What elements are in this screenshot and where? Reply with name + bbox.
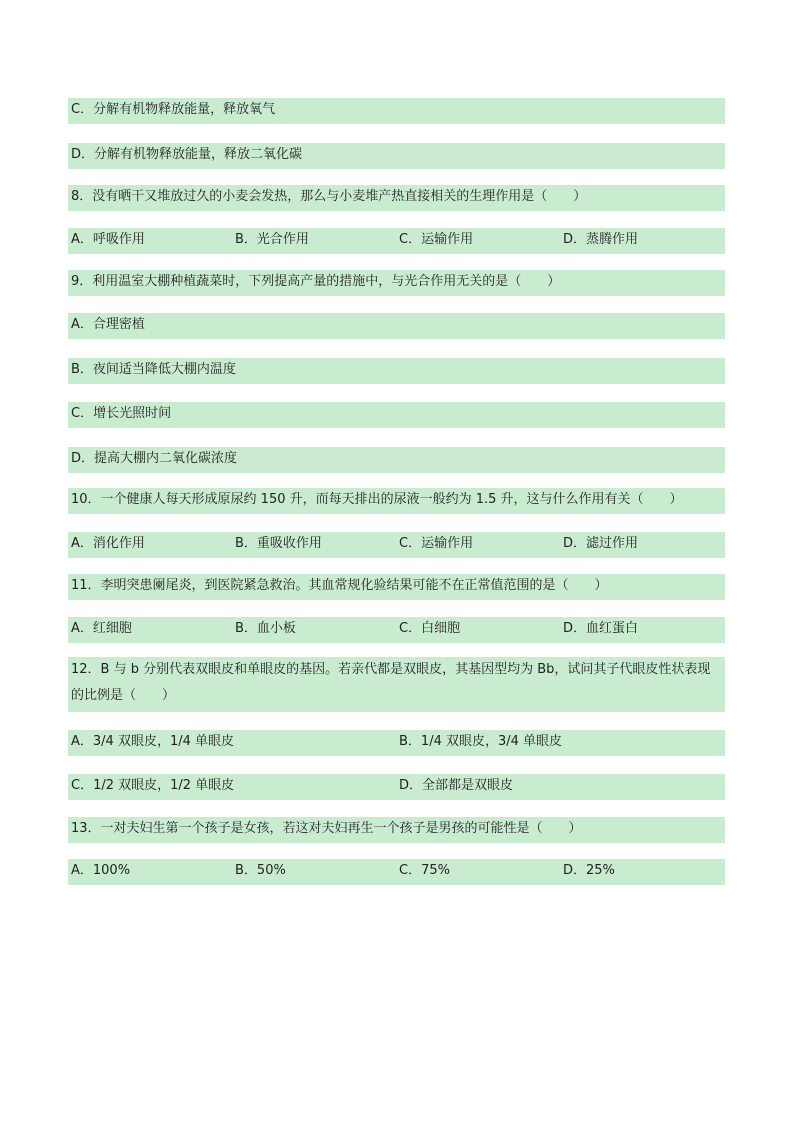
option-c: C．75% xyxy=(399,863,450,878)
option-a: A．100% xyxy=(71,863,131,878)
question-8-stem xyxy=(68,185,725,211)
question-12-options-row-1 xyxy=(68,730,725,756)
option-d: D．25% xyxy=(563,863,615,878)
option-b: B．1/4 双眼皮，3/4 单眼皮 xyxy=(399,734,563,749)
option-b: B．重吸收作用 xyxy=(235,536,322,551)
question-12-options-row-2 xyxy=(68,774,725,800)
option-a: A．3/4 双眼皮，1/4 单眼皮 xyxy=(71,734,235,749)
option-row xyxy=(68,447,725,473)
option-a: A．合理密植 xyxy=(71,317,145,332)
option-b: B．血小板 xyxy=(235,621,296,636)
question-text: 8．没有晒干又堆放过久的小麦会发热，那么与小麦堆产热直接相关的生理作用是（ ） xyxy=(71,189,587,204)
option-row xyxy=(68,313,725,339)
option-row xyxy=(68,98,725,124)
question-13-stem xyxy=(68,817,725,843)
question-11-options xyxy=(68,617,725,643)
option-d: D．蒸腾作用 xyxy=(563,232,639,247)
question-12-stem xyxy=(68,657,725,712)
option-c: C．运输作用 xyxy=(399,232,474,247)
option-row xyxy=(68,358,725,384)
option-b: B．夜间适当降低大棚内温度 xyxy=(71,362,236,377)
option-b: B．50% xyxy=(235,863,286,878)
option-d: D．提高大棚内二氧化碳浓度 xyxy=(71,451,238,466)
question-text: 12．B 与 b 分别代表双眼皮和单眼皮的基因。若亲代都是双眼皮，其基因型均为 Bb，试问其子代眼皮性状表现的比例是（ ） xyxy=(71,662,711,703)
option-a: A．消化作用 xyxy=(71,536,145,551)
option-d: D．血红蛋白 xyxy=(563,621,639,636)
question-text: 9．利用温室大棚种植蔬菜时，下列提高产量的措施中，与光合作用无关的是（ ） xyxy=(71,274,561,289)
question-9-stem xyxy=(68,270,725,296)
option-d: D．滤过作用 xyxy=(563,536,639,551)
question-11-stem xyxy=(68,574,725,600)
option-d-text: D．分解有机物释放能量，释放二氧化碳 xyxy=(71,147,303,162)
question-10-options xyxy=(68,532,725,558)
question-text: 13．一对夫妇生第一个孩子是女孩，若这对夫妇再生一个孩子是男孩的可能性是（ ） xyxy=(71,821,582,836)
option-a: A．红细胞 xyxy=(71,621,132,636)
question-10-stem xyxy=(68,488,725,514)
option-c: C．运输作用 xyxy=(399,536,474,551)
question-13-options xyxy=(68,859,725,885)
question-text: 11．李明突患阑尾炎，到医院紧急救治。其血常规化验结果可能不在正常值范围的是（ ） xyxy=(71,578,608,593)
option-row xyxy=(68,143,725,169)
option-a: A．呼吸作用 xyxy=(71,232,145,247)
option-d: D．全部都是双眼皮 xyxy=(399,778,514,793)
option-c: C．增长光照时间 xyxy=(71,406,172,421)
option-c: C．1/2 双眼皮，1/2 单眼皮 xyxy=(71,778,235,793)
question-8-options xyxy=(68,228,725,254)
option-b: B．光合作用 xyxy=(235,232,309,247)
option-row xyxy=(68,402,725,428)
question-text: 10．一个健康人每天形成原尿约 150 升，而每天排出的尿液一般约为 1.5 升，这与什么作用有关（ ） xyxy=(71,492,683,507)
option-c-text: C．分解有机物释放能量，释放氧气 xyxy=(71,102,276,117)
option-c: C．白细胞 xyxy=(399,621,461,636)
